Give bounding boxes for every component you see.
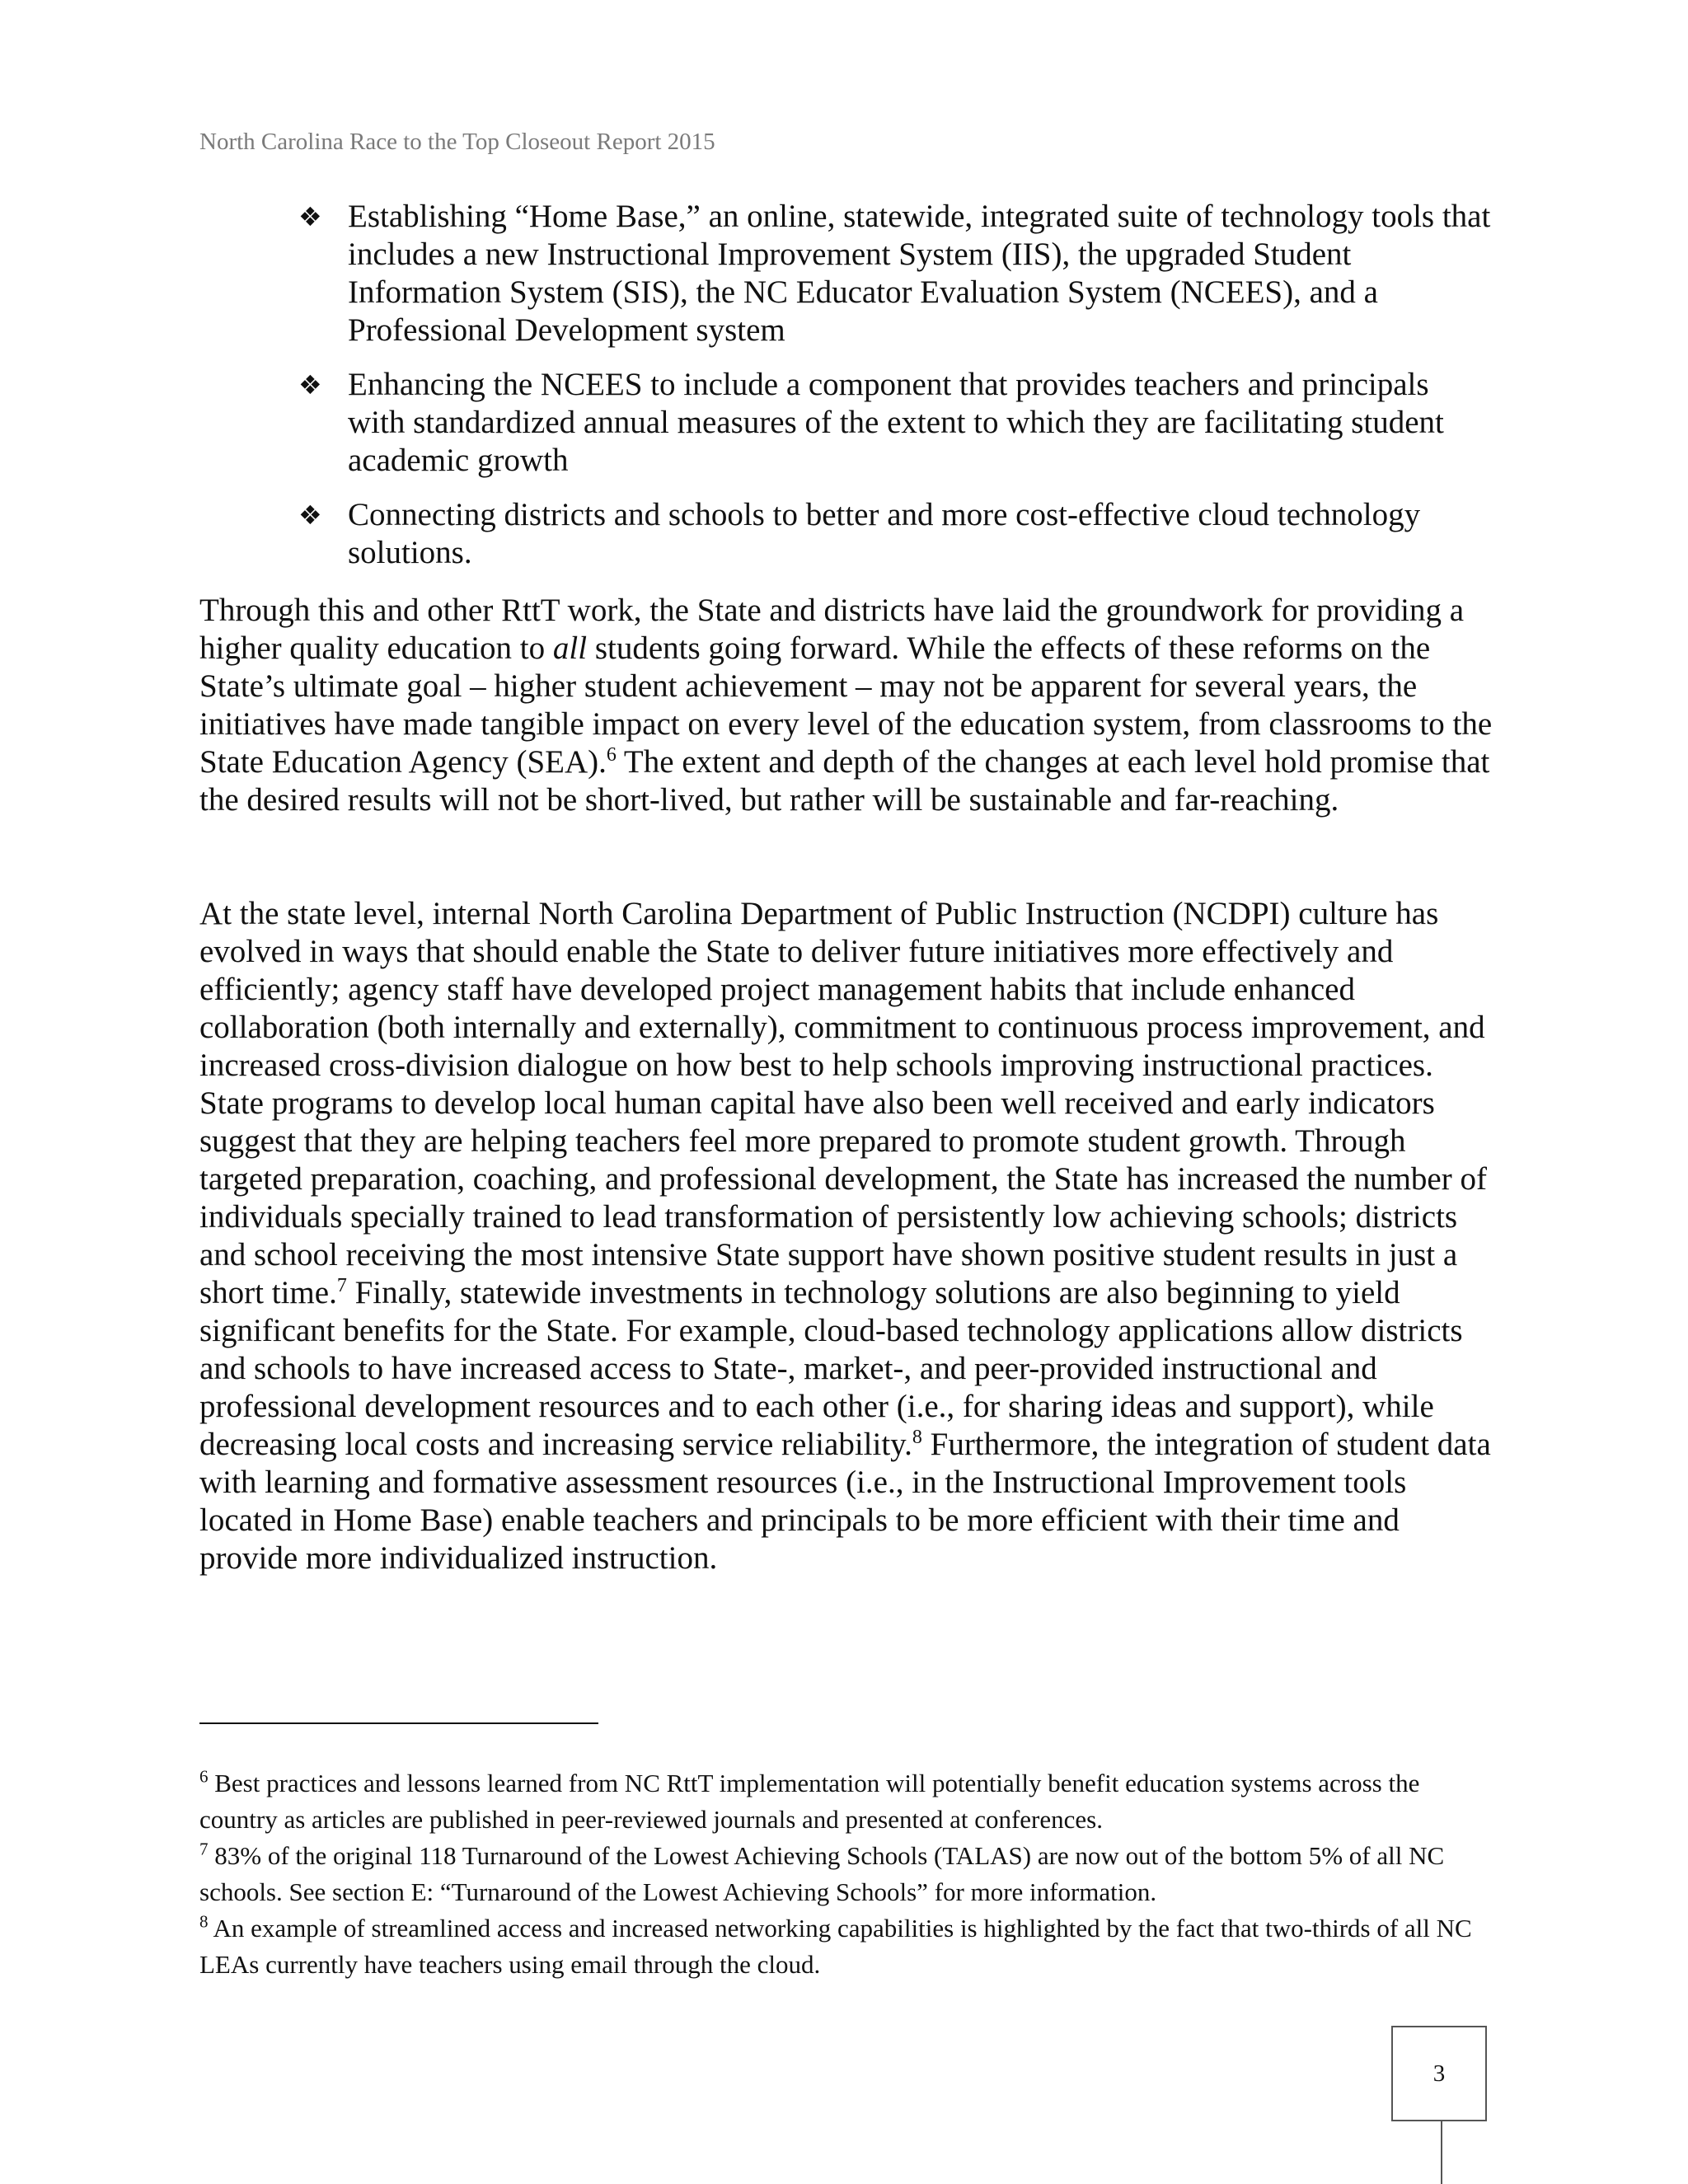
bullet-text: Establishing “Home Base,” an online, statewide, integrated suite of technology tools that includes a new Instructional Improvement System (IIS), the upgraded Student Information System (SIS), the NC Educator Evaluation System (NCEES), and a Professional Development system bbox=[348, 199, 1491, 348]
paragraph-emphasis: all bbox=[552, 630, 588, 666]
paragraph-state-level bbox=[199, 895, 1493, 1577]
diamond-bullet-icon: ❖ bbox=[298, 499, 322, 531]
bullet-text: Enhancing the NCEES to include a component that provides teachers and principals with standardized annual measures of the extent to which they are facilitating student academic growth bbox=[348, 367, 1444, 478]
diamond-bullet-icon: ❖ bbox=[298, 369, 322, 401]
footnote-text: 83% of the original 118 Turnaround of the Lowest Achieving Schools (TALAS) are now out of the bottom 5% of all NC schools. See section E: “Turnaround of the Lowest Achieving Schools” for more information. bbox=[199, 1841, 1445, 1906]
paragraph-groundwork bbox=[199, 592, 1493, 819]
footnotes bbox=[199, 1765, 1493, 1983]
footnote-text: Best practices and lessons learned from NC RttT implementation will potentially benefit education systems across the country as articles are published in peer-reviewed journals and presented at conferences. bbox=[199, 1769, 1420, 1834]
paragraph-text: Furthermore, the integration of student data with learning and formative assessment resources (i.e., in the Instructional Improvement tools located in Home Base) enable teachers and principals to be more efficient with their time and provide more individualized instruction. bbox=[199, 1427, 1491, 1576]
footnote-number: 8 bbox=[199, 1911, 209, 1932]
footnote-reference[interactable]: 7 bbox=[336, 1275, 347, 1296]
page-number-box bbox=[1391, 2026, 1487, 2121]
bullet-list bbox=[199, 198, 1493, 588]
footnote-6 bbox=[199, 1765, 1493, 1838]
paragraph-text: Through this and other RttT work, the State and districts have laid the groundwork for providing a higher quality education to bbox=[199, 593, 1465, 666]
paragraph-text: students going forward. While the effects of these reforms on the State’s ultimate goal – higher student achievement – may not be apparent for several years, the initiatives have made tangible impact on every level of the education system, from classrooms to the State Education Agency (SEA). bbox=[199, 630, 1493, 780]
diamond-bullet-icon: ❖ bbox=[298, 201, 322, 232]
footnote-7 bbox=[199, 1838, 1493, 1910]
footnote-reference[interactable]: 8 bbox=[912, 1427, 922, 1448]
bullet-item-home-base bbox=[199, 198, 1493, 349]
running-header: North Carolina Race to the Top Closeout Report 2015 bbox=[199, 129, 715, 155]
footnote-number: 6 bbox=[199, 1766, 209, 1787]
paragraph-text: At the state level, internal North Carolina Department of Public Instruction (NCDPI) culture has evolved in ways that should enable the State to deliver future initiatives more effectively and efficiently; agency staff have developed project management habits that include enhanced collaboration (both internally and externally), commitment to continuous process improvement, and increased cross-division dialogue on how best to help schools improving instructional practices. State programs to develop local human capital have also been well received and early indicators suggest that they are helping teachers feel more prepared to promote student growth. Through targeted preparation, coaching, and professional development, the State has increased the number of individuals specially trained to lead transformation of persistently low achieving schools; districts and school receiving the most intensive State support have shown positive student results in just a short time. bbox=[199, 896, 1487, 1310]
footnote-8 bbox=[199, 1910, 1493, 1983]
page-number-stem bbox=[1441, 2121, 1442, 2184]
footnote-number: 7 bbox=[199, 1839, 209, 1859]
paragraph-text: Finally, statewide investments in technology solutions are also beginning to yield significant benefits for the State. For example, cloud-based technology applications allow districts and schools to have increased access to State-, market-, and peer-provided instructional and professional development resources and to each other (i.e., for sharing ideas and support), while decreasing local costs and increasing service reliability. bbox=[199, 1275, 1463, 1462]
footnote-reference[interactable]: 6 bbox=[606, 744, 617, 766]
bullet-text: Connecting districts and schools to better and more cost-effective cloud technology solutions. bbox=[348, 497, 1421, 570]
footnote-text: An example of streamlined access and increased networking capabilities is highlighted by the fact that two-thirds of all NC LEAs currently have teachers using email through the cloud. bbox=[199, 1914, 1472, 1979]
paragraph-text: The extent and depth of the changes at each level hold promise that the desired results will not be short-lived, but rather will be sustainable and far-reaching. bbox=[199, 744, 1490, 818]
page-number: 3 bbox=[1432, 2060, 1446, 2087]
bullet-item-ncees bbox=[199, 366, 1493, 480]
footnote-separator bbox=[199, 1722, 598, 1724]
bullet-item-cloud bbox=[199, 496, 1493, 572]
